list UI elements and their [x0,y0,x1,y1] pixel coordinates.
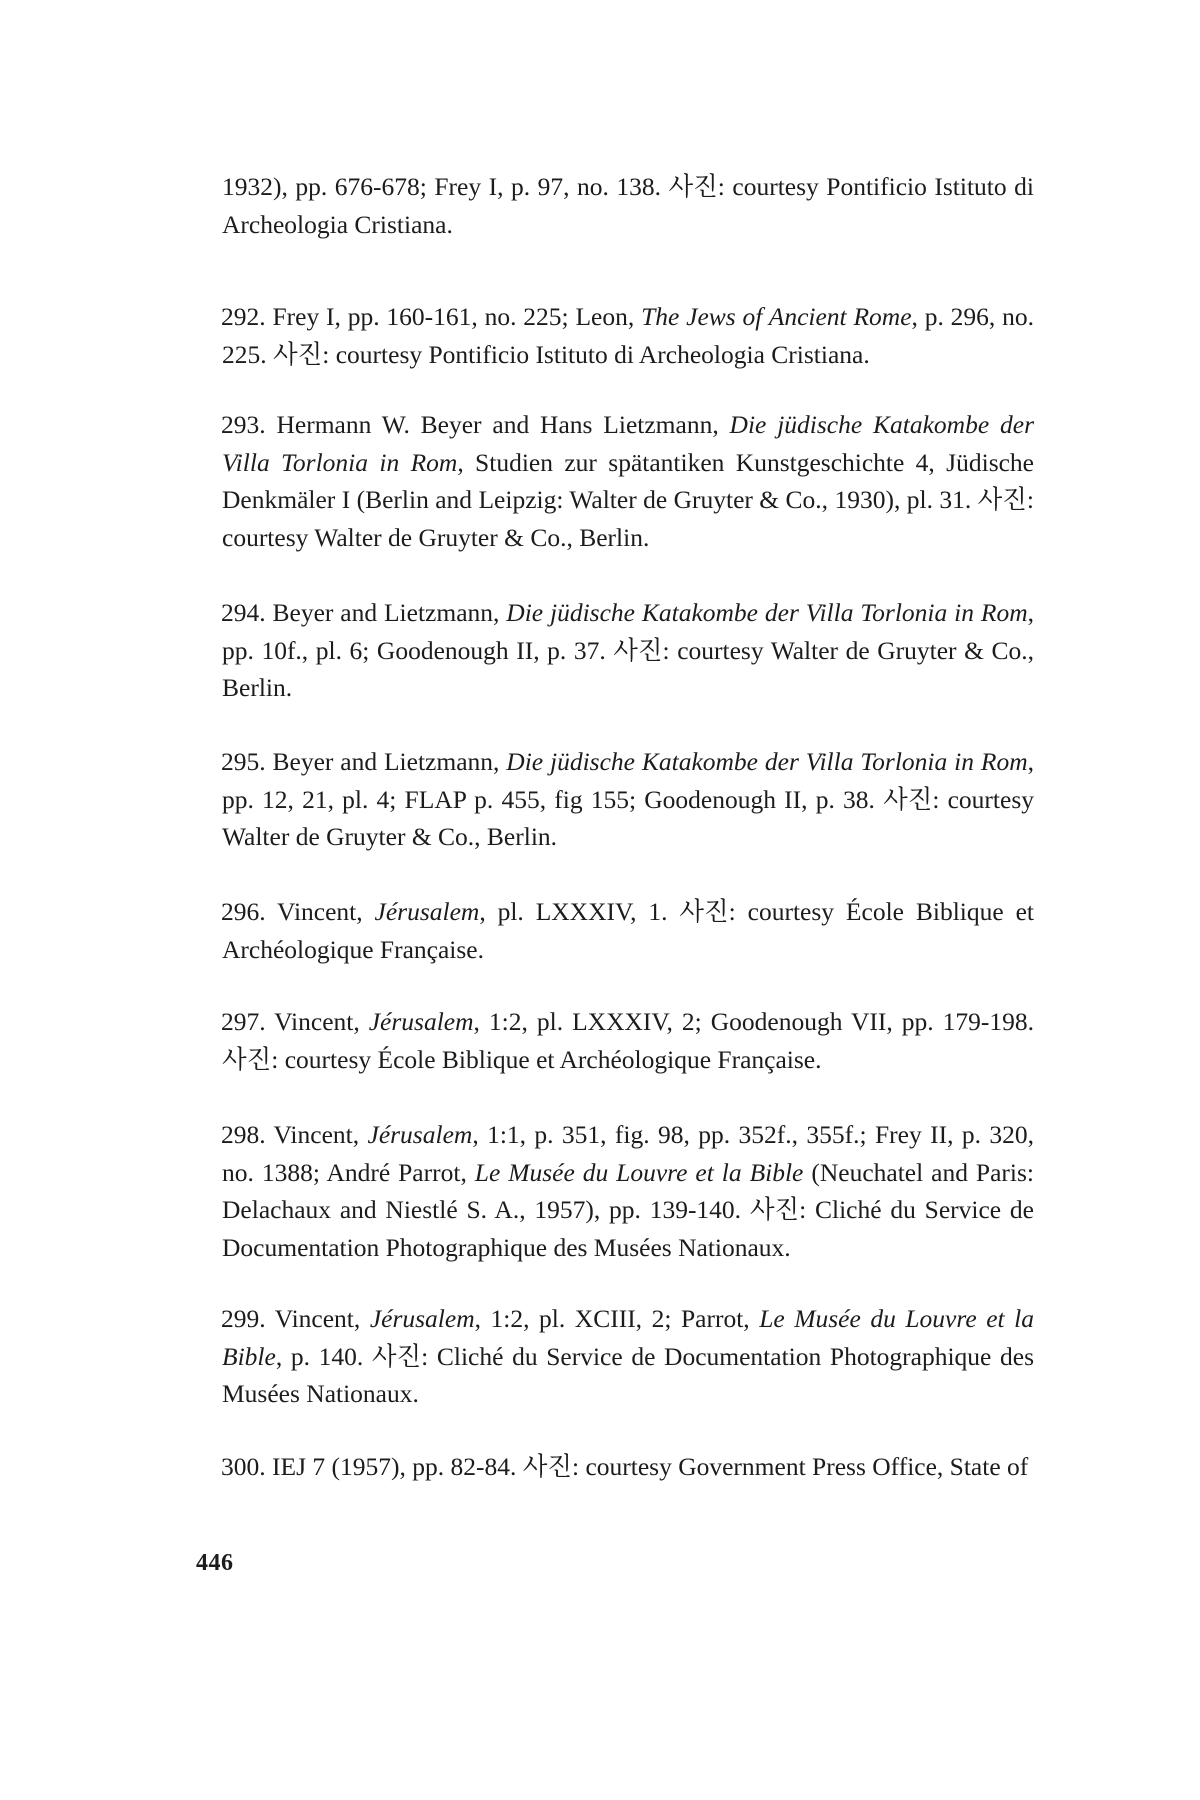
note-text: IEJ 7 (1957), pp. 82-84. 사진: courtesy Government Press Office, State of [265,1452,1029,1481]
note-text: , 1:2, pl. XCIII, 2; Parrot, [474,1304,760,1333]
note-292 [222,298,1034,373]
note-296 [222,893,1034,968]
note-293 [222,406,1034,556]
note-title: Jérusalem [369,1304,475,1333]
note-text: Beyer and Lietzmann, [265,747,507,776]
note-continuation [222,168,1034,243]
note-text: Beyer and Lietzmann, [265,598,507,627]
note-text: , pp. 10f., pl. 6; Goodenough II, p. 37. 사진: courtesy Walter de Gruyter & Co., Berlin. [222,598,1034,702]
note-text: , 1:2, pl. LXXXIV, 2; Goodenough VII, pp. 179-198. 사진: courtesy École Biblique et Archéologique Française. [222,1007,1035,1074]
note-text: Vincent, [265,1304,370,1333]
note-text: Vincent, [265,897,375,926]
note-298 [222,1116,1034,1266]
note-295 [222,743,1034,856]
note-title: Jérusalem [368,1007,474,1036]
note-text: , pl. LXXXIV, 1. 사진: courtesy École Biblique et Archéologique Française. [222,897,1034,964]
note-number: 294. [221,598,266,627]
note-number: 292. [221,302,266,331]
note-title: Le Musée du Louvre et la Bible [474,1157,804,1187]
note-300 [222,1448,1034,1486]
note-text: 1932), pp. 676-678; Frey I, p. 97, no. 138. 사진: courtesy Pontificio Istituto di Archeologia Cristiana. [222,172,1034,239]
note-title: The Jews of Ancient Rome [641,302,912,331]
note-number: 296. [221,897,266,926]
note-text: Frey I, pp. 160-161, no. 225; Leon, [265,302,642,331]
note-text: (Neuchatel and Paris: Delachaux and Niestlé S. A., 1957), pp. 139-140. 사진: Cliché du Service de Documentation Photographique des Musées Nationaux. [222,1157,1034,1262]
note-297 [222,1003,1034,1078]
note-number: 298. [221,1120,266,1149]
note-number: 297. [221,1007,266,1036]
note-title: Jérusalem [367,1120,473,1149]
note-number: 295. [221,747,266,776]
note-text: , p. 140. 사진: Cliché du Service de Documentation Photographique des Musées Nationaux. [222,1341,1034,1408]
note-text: Vincent, [265,1120,368,1149]
note-294 [222,594,1034,707]
note-text: Hermann W. Beyer and Hans Lietzmann, [265,410,730,439]
note-title: Die jüdische Katakombe der Villa Torlonia in Rom [506,747,1028,776]
note-text: , 1:1, p. 351, fig. 98, pp. 352f., 355f.; Frey II, p. 320, no. 1388; André Parrot, [222,1120,1034,1187]
note-text: , Studien zur spätantiken Kunstgeschichte 4, Jüdische Denkmäler I (Berlin and Leipzig: Walter de Gruyter & Co., 1930), pl. 31. 사진: courtesy Walter de Gruyter & Co., Berlin. [222,447,1034,552]
note-299 [222,1300,1034,1413]
note-title: Die jüdische Katakombe der Villa Torlonia in Rom [506,598,1028,627]
note-title: Le Musée du Louvre et la Bible [222,1304,1034,1371]
note-text: , pp. 12, 21, pl. 4; FLAP p. 455, fig 155; Goodenough II, p. 38. 사진: courtesy Walter de Gruyter & Co., Berlin. [222,747,1034,851]
note-number: 300. [221,1452,266,1481]
note-number: 299. [221,1304,266,1333]
note-number: 293. [221,410,266,439]
page-number: 446 [196,1550,234,1576]
note-text: Vincent, [265,1007,369,1036]
note-title: Die jüdische Katakombe der Villa Torlonia in Rom [222,410,1034,477]
note-title: Jérusalem [374,897,480,926]
note-text: , p. 296, no. 225. 사진: courtesy Pontificio Istituto di Archeologia Cristiana. [222,302,1035,369]
